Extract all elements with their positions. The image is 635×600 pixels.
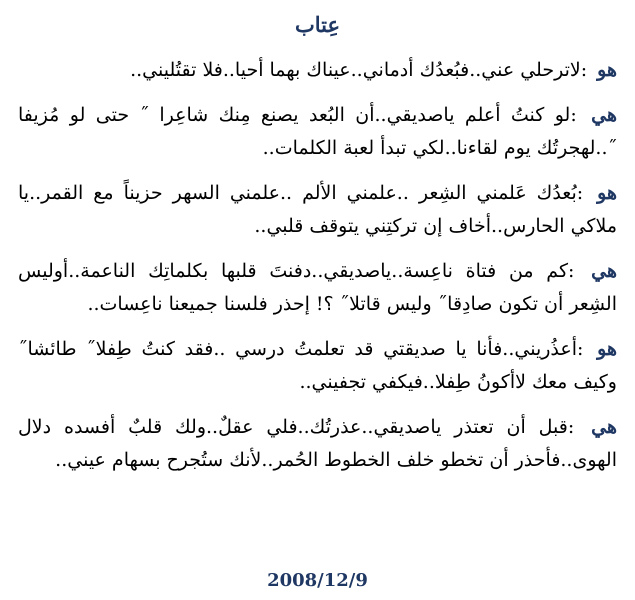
stanza-text: :لو كنتُ أعلم ياصديقي..أن البُعد يصنع مِنك شاعِرا ˝ حتى لو مُزيفا ˝..لهجرتُك يوم لقاءنا..لكي تبدأ لعبة الكلمات.. bbox=[18, 104, 617, 159]
poem-date: 2008/12/9 bbox=[267, 570, 368, 591]
stanza-2 bbox=[18, 99, 617, 165]
speaker-label: هو bbox=[597, 59, 617, 81]
poem-title: عِتاب bbox=[294, 12, 341, 37]
stanza-4 bbox=[18, 255, 617, 321]
stanza-text: :بُعدُك عَلمني الشِعر ..علمني الألم ..علمني السهر حزيناً مع القمر..يا ملاكي الحارس..أخاف إن تركتِني يتوقف قلبي.. bbox=[18, 182, 617, 237]
stanza-text: :قبل أن تعتذر ياصديقي..عذرتُك..فلي عقلٌ..ولك قلبٌ أفسده دلال الهوى..فأحذر أن تخطو خلف الخطوط الحُمر..لأنك ستُجرح بسهام عيني.. bbox=[18, 416, 617, 471]
stanza-text: :لاترحلي عني..فبُعدُك أدماني..عيناك بهما أحيا..فلا تقتُليني.. bbox=[130, 59, 588, 81]
stanza-text: :كم من فتاة ناعِسة..ياصديقي..دفنتَ قلبها بكلماتِك الناعمة..أوليس الشِعر أن تكون صادِقا˝ وليس قاتلا˝ ؟! إحذر فلسنا جميعنا ناعِسات.. bbox=[18, 260, 617, 315]
stanza-text: :أعذُريني..فأنا يا صديقتي قد تعلمتُ درسي ..فقد كنتُ طِفلا˝ طائشا˝ وكيف معك لاأكونُ طِفلا..فيكفي تجفيني.. bbox=[18, 338, 617, 393]
speaker-label: هي bbox=[591, 260, 617, 282]
stanza-6 bbox=[18, 411, 617, 477]
speaker-label: هو bbox=[597, 338, 617, 360]
stanza-5 bbox=[18, 333, 617, 399]
stanza-1 bbox=[18, 54, 617, 87]
stanza-3 bbox=[18, 177, 617, 243]
speaker-label: هي bbox=[591, 104, 617, 126]
speaker-label: هي bbox=[591, 416, 617, 438]
speaker-label: هو bbox=[597, 182, 618, 204]
